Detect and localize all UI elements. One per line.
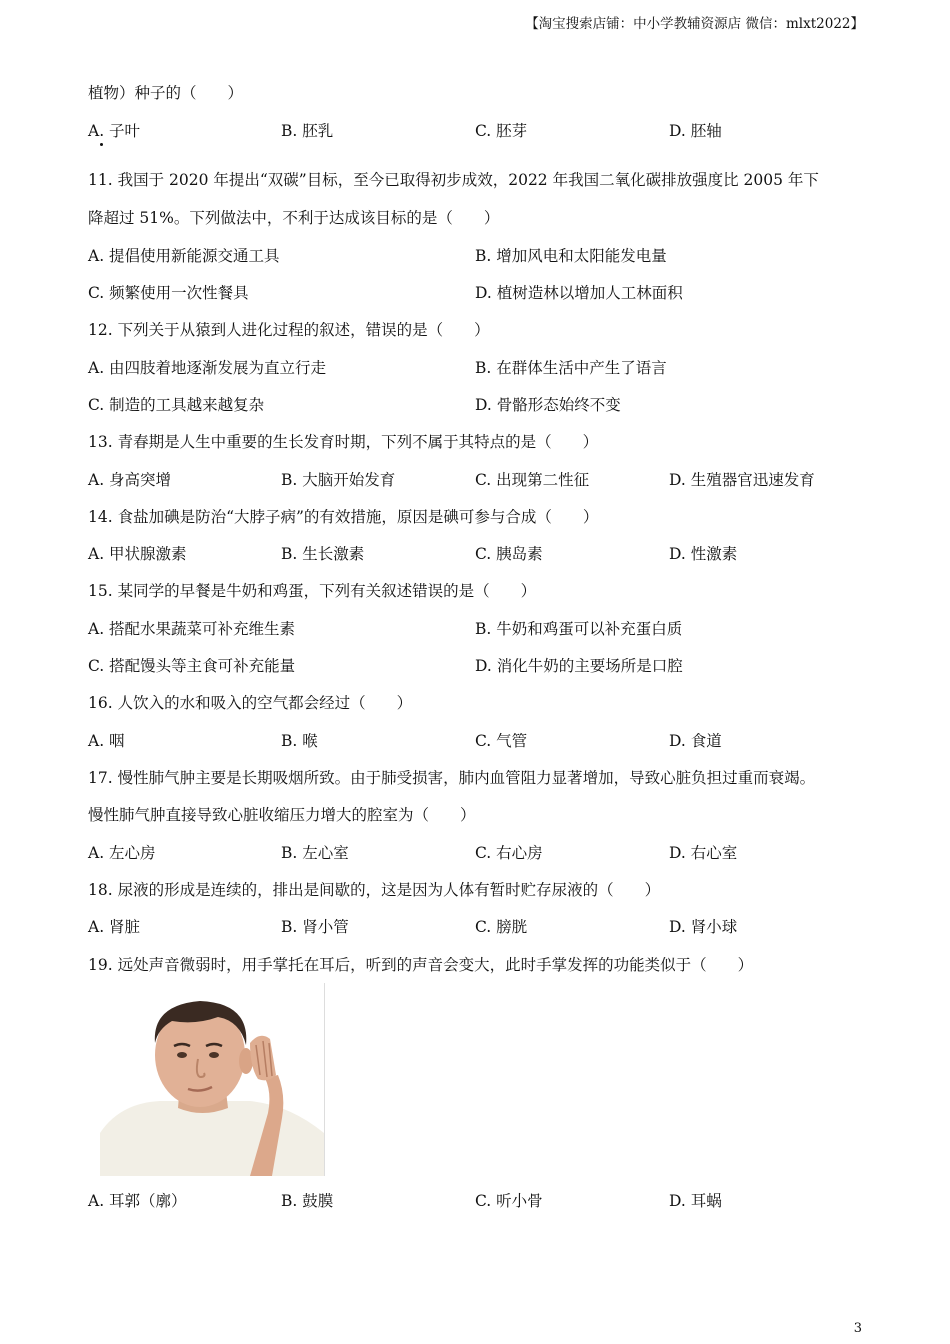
q16-option-b: B. 喉 [281, 732, 318, 750]
q13-option-c: C. 出现第二性征 [475, 471, 590, 489]
q17-option-d: D. 右心室 [669, 844, 738, 862]
q15-stem: 15. 某同学的早餐是牛奶和鸡蛋，下列有关叙述错误的是（ ） [88, 582, 537, 600]
q19-option-c: C. 听小骨 [475, 1192, 543, 1210]
page-header-watermark: 【淘宝搜索店铺：中小学教辅资源店 微信：mlxt2022】 [525, 16, 864, 32]
q18-option-d: D. 肾小球 [669, 918, 738, 936]
q12-option-a: A. 由四肢着地逐渐发展为直立行走 [88, 359, 327, 377]
q14-option-b: B. 生长激素 [281, 545, 365, 563]
q11-option-b: B. 增加风电和太阳能发电量 [475, 247, 667, 265]
q15-option-d: D. 消化牛奶的主要场所是口腔 [475, 657, 683, 675]
q17-option-b: B. 左心室 [281, 844, 349, 862]
q12-option-b: B. 在群体生活中产生了语言 [475, 359, 667, 377]
q10-tail: 植物）种子的（ ） [88, 84, 244, 102]
q15-option-a: A. 搭配水果蔬菜可补充维生素 [88, 620, 296, 638]
page-number: 3 [853, 1321, 862, 1336]
q18-option-c: C. 膀胱 [475, 918, 528, 936]
q14-stem: 14. 食盐加碘是防治“大脖子病”的有效措施，原因是碘可参与合成（ ） [88, 508, 599, 526]
q10-option-a: A. 子叶 [88, 122, 141, 140]
man-cupping-ear-illustration [100, 983, 324, 1176]
q11-stem-line2: 降超过 51%。下列做法中，不利于达成该目标的是（ ） [88, 209, 500, 227]
q17-option-a: A. 左心房 [88, 844, 156, 862]
q19-option-b: B. 鼓膜 [281, 1192, 334, 1210]
q15-option-b: B. 牛奶和鸡蛋可以补充蛋白质 [475, 620, 683, 638]
q10-option-d: D. 胚轴 [669, 122, 722, 140]
q14-option-a: A. 甲状腺激素 [88, 545, 187, 563]
q10-option-b: B. 胚乳 [281, 122, 334, 140]
q17-option-c: C. 右心房 [475, 844, 543, 862]
q11-option-c: C. 频繁使用一次性餐具 [88, 284, 249, 302]
q16-option-d: D. 食道 [669, 732, 722, 750]
q14-option-d: D. 性激素 [669, 545, 738, 563]
q11-option-a: A. 提倡使用新能源交通工具 [88, 247, 280, 265]
q18-option-a: A. 肾脏 [88, 918, 141, 936]
q12-option-d: D. 骨骼形态始终不变 [475, 396, 621, 414]
q12-stem: 12. 下列关于从猿到人进化过程的叙述，错误的是（ ） [88, 321, 490, 339]
q11-option-d: D. 植树造林以增加人工林面积 [475, 284, 683, 302]
q11-stem-line1: 11. 我国于 2020 年提出“双碳”目标，至今已取得初步成效，2022 年我国二氧化碳排放强度比 2005 年下 [88, 171, 819, 189]
q18-option-b: B. 肾小管 [281, 918, 349, 936]
q14-option-c: C. 胰岛素 [475, 545, 543, 563]
q10-option-c: C. 胚芽 [475, 122, 528, 140]
q13-option-a: A. 身高突增 [88, 471, 172, 489]
q13-option-b: B. 大脑开始发育 [281, 471, 396, 489]
emphasis-dot [100, 143, 103, 146]
q12-option-c: C. 制造的工具越来越复杂 [88, 396, 265, 414]
q19-stem: 19. 远处声音微弱时，用手掌托在耳后，听到的声音会变大，此时手掌发挥的功能类似于（ ） [88, 956, 754, 974]
q18-stem: 18. 尿液的形成是连续的，排出是间歇的，这是因为人体有暂时贮存尿液的（ ） [88, 881, 661, 899]
q19-option-a: A. 耳郭（廓） [88, 1192, 187, 1210]
q17-stem-line1: 17. 慢性肺气肿主要是长期吸烟所致。由于肺受损害，肺内血管阻力显著增加，导致心脏负担过重而衰竭。 [88, 769, 816, 787]
q16-option-c: C. 气管 [475, 732, 528, 750]
q16-stem: 16. 人饮入的水和吸入的空气都会经过（ ） [88, 694, 413, 712]
q13-stem: 13. 青春期是人生中重要的生长发育时期，下列不属于其特点的是（ ） [88, 433, 599, 451]
q16-option-a: A. 咽 [88, 732, 125, 750]
q15-option-c: C. 搭配馒头等主食可补充能量 [88, 657, 296, 675]
man-cupping-ear-photo [100, 983, 325, 1176]
q19-option-d: D. 耳蜗 [669, 1192, 722, 1210]
q17-stem-line2: 慢性肺气肿直接导致心脏收缩压力增大的腔室为（ ） [88, 806, 476, 824]
q13-option-d: D. 生殖器官迅速发育 [669, 471, 815, 489]
